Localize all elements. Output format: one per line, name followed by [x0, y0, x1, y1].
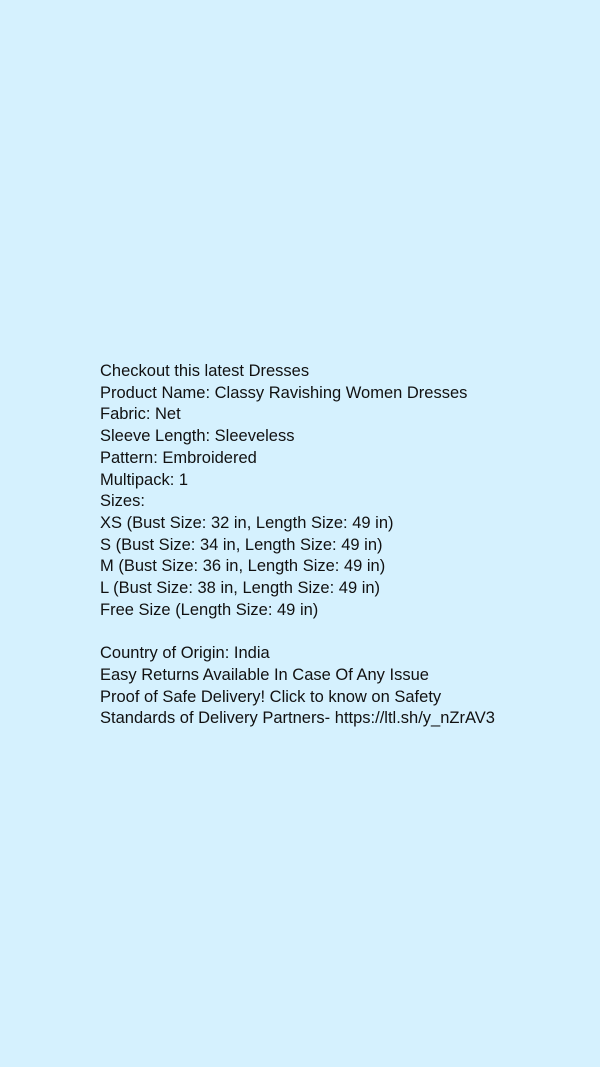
sleeve-length-text: Sleeve Length: Sleeveless [100, 427, 295, 446]
country-of-origin-text: Country of Origin: India [100, 644, 270, 663]
size-free-text: Free Size (Length Size: 49 in) [100, 600, 319, 619]
safety-text-line-1: Proof of Safe Delivery! Click to know on Safety [100, 687, 442, 706]
size-m-text: M (Bust Size: 36 in, Length Size: 49 in) [100, 557, 386, 576]
multipack-text: Multipack: 1 [100, 470, 189, 489]
size-l-text: L (Bust Size: 38 in, Length Size: 49 in) [100, 579, 381, 598]
size-xs-text: XS (Bust Size: 32 in, Length Size: 49 in) [100, 513, 394, 532]
returns-note-text: Easy Returns Available In Case Of Any Issue [100, 665, 429, 684]
safety-link[interactable]: https://ltl.sh/y_nZrAV3 [334, 709, 495, 728]
pattern-text: Pattern: Embroidered [100, 448, 257, 467]
headline-text: Checkout this latest Dresses [100, 362, 310, 380]
product-name-text: Product Name: Classy Ravishing Women Dresses [100, 383, 468, 402]
sizes-label: Sizes: [100, 492, 145, 511]
safety-text-prefix: Standards of Delivery Partners- [100, 709, 335, 728]
blank-line-spacer [100, 621, 580, 643]
fabric-text: Fabric: Net [100, 405, 181, 424]
size-s-text: S (Bust Size: 34 in, Length Size: 49 in) [100, 535, 383, 554]
product-description [100, 361, 580, 730]
safety-text-line-2 [100, 708, 580, 730]
